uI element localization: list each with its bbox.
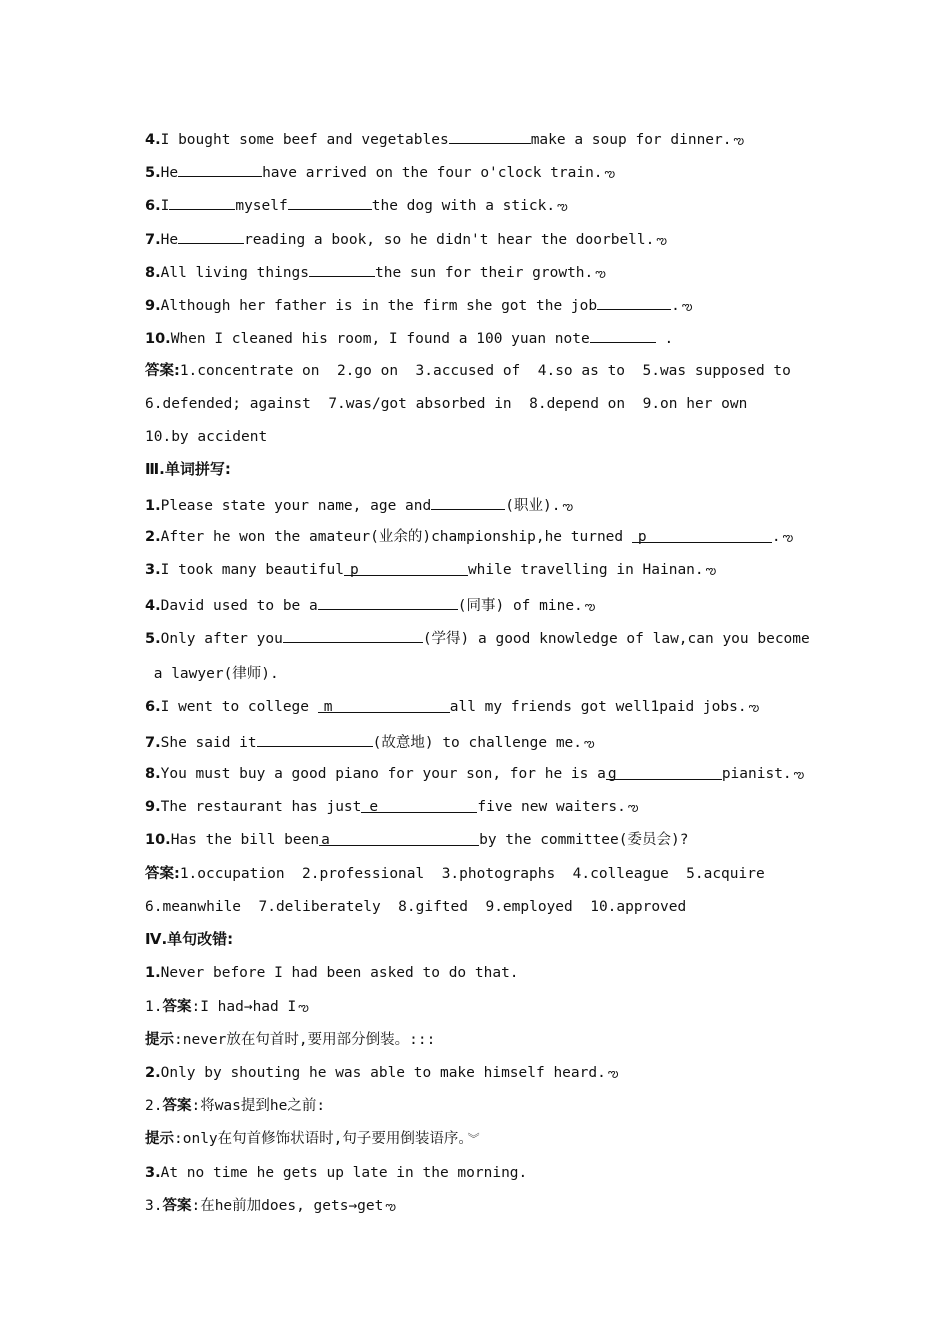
blank[interactable]: [318, 594, 458, 610]
blank[interactable]: [597, 294, 671, 310]
blank[interactable]: [449, 128, 531, 144]
blank[interactable]: a: [319, 830, 479, 846]
spelling-item-3: 3.I took many beautiful p while travelling in Hainan. ఌ: [145, 562, 717, 578]
blank[interactable]: g: [606, 764, 722, 780]
mark-icon: ఌ: [557, 199, 568, 213]
mark-icon: ఌ: [748, 700, 760, 714]
mark-icon: ఌ: [584, 736, 595, 750]
mark-icon: ఌ: [385, 1199, 396, 1213]
mark-icon: ఌ: [681, 299, 693, 313]
mark-icon: ఌ: [627, 800, 639, 814]
blank[interactable]: [178, 161, 262, 177]
mark-icon: ఌ: [595, 266, 606, 280]
fill-item-4: 4.I bought some beef and vegetables make a soup for dinner. ఌ: [145, 128, 744, 150]
fill-item-9: 9.Although her father is in the firm she got the job . ఌ: [145, 294, 692, 316]
spelling-item-5: 5.Only after you (学得) a good knowledge of law,can you become: [145, 627, 810, 649]
correction-answer-2: 2.答案:将was提到he之前:: [145, 1098, 326, 1114]
fill-item-10: 10.When I cleaned his room, I found a 100 yuan note .: [145, 327, 673, 349]
blank[interactable]: m: [318, 697, 450, 713]
blank[interactable]: [288, 194, 372, 210]
blank[interactable]: e: [361, 797, 477, 813]
spelling-item-2: 2.After he won the amateur(业余的)championship,he turned p . ఌ: [145, 529, 794, 545]
correction-item-3: 3.At no time he gets up late in the morning.: [145, 1165, 528, 1181]
answer-line: 答案:1.occupation 2.professional 3.photographs 4.colleague 5.acquire: [145, 866, 765, 882]
spelling-item-9: 9.The restaurant has just e five new waiters. ఌ: [145, 799, 639, 815]
correction-answer-1: 1.答案:I had→had I ఌ: [145, 999, 309, 1015]
blank[interactable]: [431, 494, 505, 510]
mark-icon: ఌ: [793, 767, 805, 781]
mark-icon: ఌ: [298, 1000, 309, 1014]
blank[interactable]: [309, 261, 375, 277]
answer-line: 10.by accident: [145, 429, 268, 445]
section-heading: Ⅲ.单词拼写:: [145, 460, 231, 478]
mark-icon: ఌ: [782, 530, 794, 544]
blank[interactable]: [178, 228, 244, 244]
fill-item-7: 7.He reading a book, so he didn't hear the doorbell. ఌ: [145, 228, 667, 250]
mark-icon: ఌ: [584, 599, 596, 613]
correction-hint-2: 提示:only在句首修饰状语时,句子要用倒装语序。 ︾: [145, 1131, 480, 1147]
fill-item-5: 5.He have arrived on the four o'clock train. ఌ: [145, 161, 615, 183]
spelling-item-4: 4.David used to be a (同事) of mine. ఌ: [145, 594, 595, 616]
section-heading: Ⅳ.单句改错:: [145, 930, 234, 948]
spelling-item-6: 6.I went to college m all my friends got well1paid jobs. ఌ: [145, 699, 760, 715]
mark-icon: ఌ: [562, 499, 574, 513]
fill-item-8: 8.All living things the sun for their growth. ఌ: [145, 261, 606, 283]
spelling-item-10: 10.Has the bill been a by the committee(委员会)?: [145, 832, 689, 848]
blank[interactable]: [590, 327, 656, 343]
answer-line: 6.defended; against 7.was/got absorbed in 8.depend on 9.on her own: [145, 396, 748, 412]
chevron-down-icon: ︾: [467, 1132, 480, 1146]
blank[interactable]: [257, 731, 373, 747]
spelling-item-8: 8.You must buy a good piano for your son, for he is a g pianist. ఌ: [145, 766, 805, 782]
mark-icon: ఌ: [607, 1066, 619, 1080]
blank[interactable]: p: [632, 527, 772, 543]
answer-line: 6.meanwhile 7.deliberately 8.gifted 9.employed 10.approved: [145, 899, 687, 915]
answer-line: 答案:1.concentrate on 2.go on 3.accused of 4.so as to 5.was supposed to: [145, 363, 791, 379]
blank[interactable]: p: [344, 560, 468, 576]
fill-item-6: 6.I myself the dog with a stick. ఌ: [145, 194, 568, 216]
mark-icon: ఌ: [656, 233, 667, 247]
mark-icon: ఌ: [705, 563, 717, 577]
correction-hint-1: 提示:never放在句首时,要用部分倒装。:::: [145, 1032, 436, 1048]
blank[interactable]: [169, 194, 235, 210]
correction-item-1: 1.Never before I had been asked to do that.: [145, 965, 519, 981]
blank[interactable]: [283, 627, 423, 643]
spelling-item-7: 7.She said it (故意地) to challenge me. ఌ: [145, 731, 595, 753]
spelling-item-1: 1.Please state your name, age and (职业). ఌ: [145, 494, 573, 516]
mark-icon: ఌ: [604, 166, 616, 180]
correction-item-2: 2.Only by shouting he was able to make himself heard. ఌ: [145, 1065, 619, 1081]
correction-answer-3: 3.答案:在he前加does, gets→get ఌ: [145, 1198, 396, 1214]
mark-icon: ఌ: [733, 133, 745, 147]
spelling-item-5-cont: a lawyer(律师).: [145, 666, 279, 682]
